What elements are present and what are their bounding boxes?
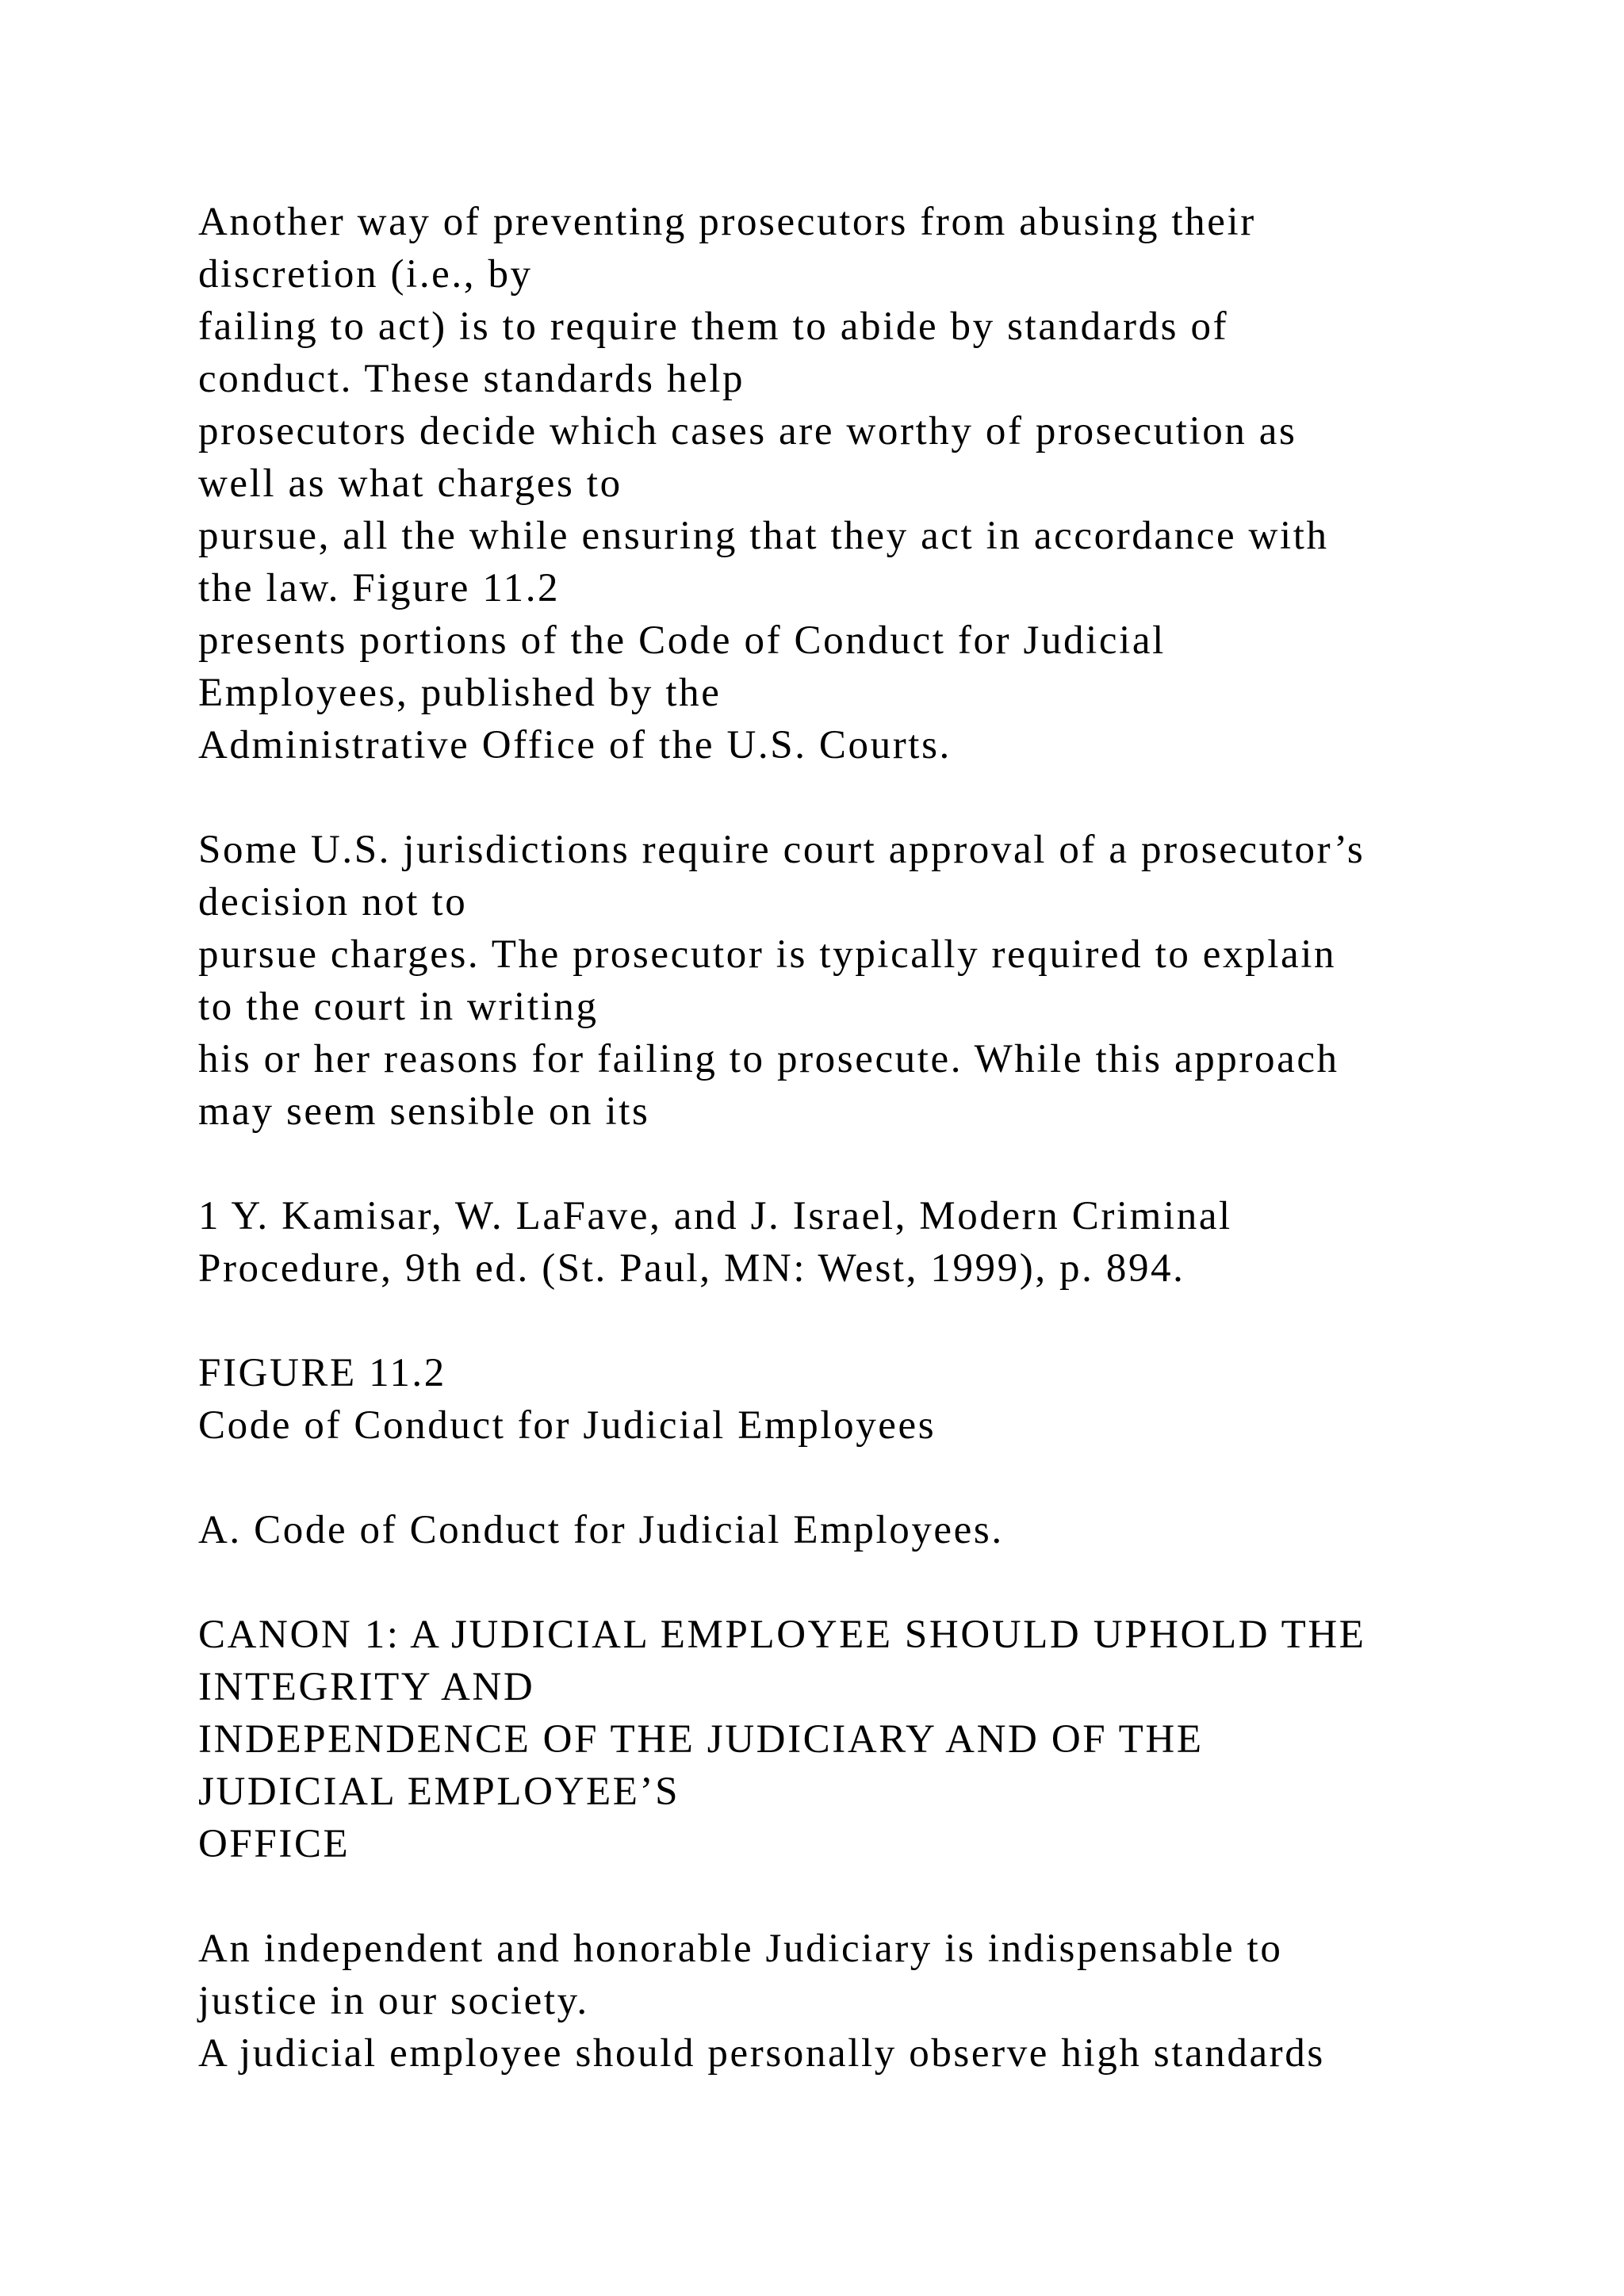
paragraph-canon-body <box>198 1923 1546 2080</box>
text-line: Some U.S. jurisdictions require court approval of a prosecutor’s <box>198 828 1365 872</box>
figure-title: Code of Conduct for Judicial Employees <box>198 1403 936 1448</box>
text-line: to the court in writing <box>198 985 599 1029</box>
canon-heading <box>198 1609 1546 1870</box>
canon-heading-line: CANON 1: A JUDICIAL EMPLOYEE SHOULD UPHOLD THE <box>198 1613 1366 1657</box>
text-line: Administrative Office of the U.S. Courts. <box>198 723 952 767</box>
text-line: well as what charges to <box>198 461 622 506</box>
footnote-line: 1 Y. Kamisar, W. LaFave, and J. Israel, Modern Criminal <box>198 1194 1232 1238</box>
document-body <box>198 196 1546 2080</box>
canon-heading-line: INDEPENDENCE OF THE JUDICIARY AND OF THE <box>198 1717 1204 1762</box>
text-line: decision not to <box>198 880 468 924</box>
paragraph-gap <box>198 1138 1546 1190</box>
text-line: pursue charges. The prosecutor is typically required to explain <box>198 932 1337 977</box>
text-line: may seem sensible on its <box>198 1089 650 1134</box>
paragraph-gap <box>198 1556 1546 1609</box>
text-line: conduct. These standards help <box>198 357 745 401</box>
footnote <box>198 1190 1546 1295</box>
paragraph-gap <box>198 1295 1546 1347</box>
section-heading: A. Code of Conduct for Judicial Employees. <box>198 1508 1004 1552</box>
footnote-line: Procedure, 9th ed. (St. Paul, MN: West, 1999), p. 894. <box>198 1246 1185 1291</box>
canon-heading-line: JUDICIAL EMPLOYEE’S <box>198 1770 680 1814</box>
paragraph-court-approval <box>198 824 1546 1138</box>
text-line: Employees, published by the <box>198 671 722 715</box>
text-line: presents portions of the Code of Conduct for Judicial <box>198 618 1166 663</box>
text-line: the law. Figure 11.2 <box>198 566 561 610</box>
text-line: A judicial employee should personally observe high standards <box>198 2031 1325 2076</box>
figure-label: FIGURE 11.2 <box>198 1351 446 1395</box>
text-line: discretion (i.e., by <box>198 252 533 297</box>
text-line: Another way of preventing prosecutors from abusing their <box>198 200 1256 244</box>
paragraph-gap <box>198 771 1546 824</box>
text-line: pursue, all the while ensuring that they act in accordance with <box>198 514 1329 558</box>
canon-heading-line: OFFICE <box>198 1822 350 1866</box>
figure-caption <box>198 1347 1546 1452</box>
text-line: justice in our society. <box>198 1979 589 2023</box>
text-line: failing to act) is to require them to abide by standards of <box>198 304 1229 349</box>
paragraph-gap <box>198 1452 1546 1504</box>
canon-heading-line: INTEGRITY AND <box>198 1665 535 1709</box>
text-line: his or her reasons for failing to prosecute. While this approach <box>198 1037 1339 1081</box>
paragraph-gap <box>198 1870 1546 1923</box>
paragraph-intro <box>198 196 1546 771</box>
text-line: prosecutors decide which cases are worthy of prosecution as <box>198 409 1297 453</box>
text-line: An independent and honorable Judiciary is indispensable to <box>198 1927 1283 1971</box>
